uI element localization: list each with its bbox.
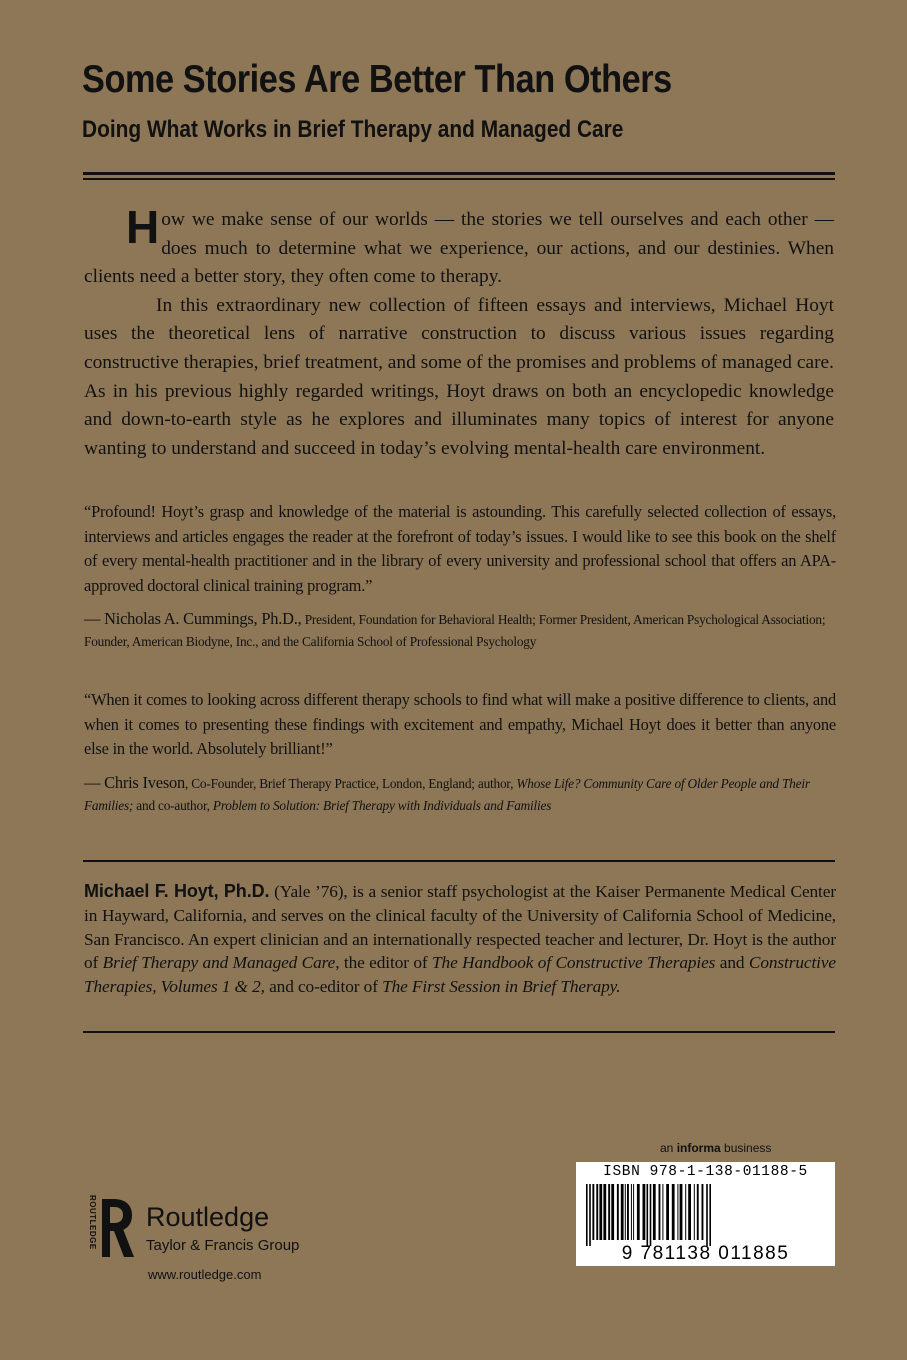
barcode-bar [706, 1184, 708, 1246]
quote-1-text: “Profound! Hoyt’s grasp and knowledge of the material is astounding. This carefully selected collection of essays, interviews and articles engages the reader at the forefront of today’s issues. I would like to see this book on the shelf of every mental-health practitioner and in the library of every university and professional school that offers an APA-approved doctoral clinical training program.” [84, 502, 836, 595]
description [84, 201, 834, 463]
barcode-bar [637, 1184, 640, 1240]
barcode-bar [627, 1184, 629, 1240]
barcode-bar [702, 1184, 704, 1240]
quote-2-text: “When it comes to looking across different therapy schools to find what will make a positive difference to clients, and when it comes to presenting these findings with excitement and empathy, Michael Hoyt does it better than anyone else in the world. Absolutely brilliant!” [84, 690, 836, 759]
publisher-url[interactable]: www.routledge.com [148, 1267, 262, 1282]
barcode-bar [633, 1184, 634, 1240]
quote-2 [84, 688, 836, 762]
barcode-bar [625, 1184, 626, 1240]
barcode-bar [659, 1184, 661, 1240]
barcode-bar [643, 1184, 646, 1240]
barcode-bar [631, 1184, 632, 1240]
barcode-bar [592, 1184, 594, 1240]
description-paragraph-1: How we make sense of our worlds — the stories we tell ourselves and each other — does much to determine what we experience, our actions, and our destinies. When clients need a better story, they often come to therapy. [84, 201, 834, 288]
barcode-bar [694, 1184, 695, 1240]
quote-2-author: Chris Iveson [104, 773, 186, 792]
barcode-bar [621, 1184, 624, 1240]
informa-tagline: an informa business [660, 1141, 772, 1155]
barcode-bar [653, 1184, 656, 1240]
barcode-bar [662, 1184, 663, 1240]
barcode-bar [685, 1184, 686, 1240]
quote-1-attribution: — Nicholas A. Cummings, Ph.D., President, Foundation for Behavioral Health; Former President, American Psychological Association; Founder, American Biodyne, Inc., and the California School of Professional Psychology [84, 609, 826, 649]
barcode-bar [677, 1184, 678, 1240]
quote-1 [84, 500, 836, 598]
barcode-bar [596, 1184, 598, 1240]
barcode-bar [603, 1184, 606, 1240]
barcode-bar [589, 1184, 591, 1246]
barcode-bars [586, 1184, 824, 1246]
title-rule-top [83, 172, 835, 175]
barcode-digits: 9 781138 011885 [621, 1243, 790, 1264]
barcode-bar [608, 1184, 610, 1240]
barcode-bar [688, 1184, 691, 1240]
author-bio: Michael F. Hoyt, Ph.D. (Yale ’76), is a senior staff psychologist at the Kaiser Permanente Medical Center in Hayward, California, and serves on the clinical faculty of the University of California School of Medicine, San Francisco. An expert clinician and an internationally respected teacher and lecturer, Dr. Hoyt is the author of Brief Therapy and Managed Care, the editor of The Handbook of Constructive Therapies and Constructive Therapies, Volumes 1 & 2, and co-editor of The First Session in Brief Therapy. [84, 881, 837, 997]
publisher-vertical-text: ROUTLEDGE [88, 1195, 97, 1250]
barcode-bar [599, 1184, 602, 1240]
isbn-label: ISBN 978-1-138-01188-5 [603, 1164, 808, 1180]
barcode-bar [586, 1184, 588, 1246]
title-rule-bottom [83, 178, 835, 180]
barcode-bar [617, 1184, 619, 1240]
routledge-logo-icon [92, 1197, 136, 1259]
barcode-bar [709, 1184, 711, 1246]
barcode-bar [672, 1184, 675, 1240]
description-paragraph-2: In this extraordinary new collection of fifteen essays and interviews, Michael Hoyt uses the theoretical lens of narrative construction to discuss various issues regarding constructive therapies, brief treatment, and some of the promises and problems of managed care. As in his previous highly regarded writings, Hoyt draws on both an encyclopedic knowledge and down-to-earth style as he explores and illuminates many topics of interest for anyone wanting to understand and succeed in today’s evolving mental-health care environment. [84, 294, 834, 459]
publisher-group: Taylor & Francis Group [146, 1237, 300, 1254]
bio-rule-top [83, 860, 835, 862]
quote-1-author: Nicholas A. Cummings, Ph.D., [104, 609, 302, 628]
book-title: Some Stories Are Better Than Others [82, 58, 672, 101]
barcode-bar [697, 1184, 699, 1240]
bio-rule-bottom [83, 1031, 835, 1033]
barcode [576, 1162, 835, 1266]
quote-2-attribution: — Chris Iveson, Co-Founder, Brief Therapy Practice, London, England; author, Whose Life? Community Care of Older People and Their Families; and co-author, Problem to Solution: Brief Therapy with Individuals and Families [84, 773, 810, 813]
barcode-bar [650, 1184, 652, 1246]
barcode-bar [680, 1184, 683, 1240]
book-subtitle: Doing What Works in Brief Therapy and Managed Care [82, 116, 624, 143]
publisher-name: Routledge [146, 1202, 270, 1232]
barcode-bar [647, 1184, 649, 1246]
author-name: Michael F. Hoyt, Ph.D. [84, 881, 270, 901]
barcode-bar [611, 1184, 614, 1240]
drop-cap: H [126, 201, 160, 253]
barcode-bar [666, 1184, 669, 1240]
